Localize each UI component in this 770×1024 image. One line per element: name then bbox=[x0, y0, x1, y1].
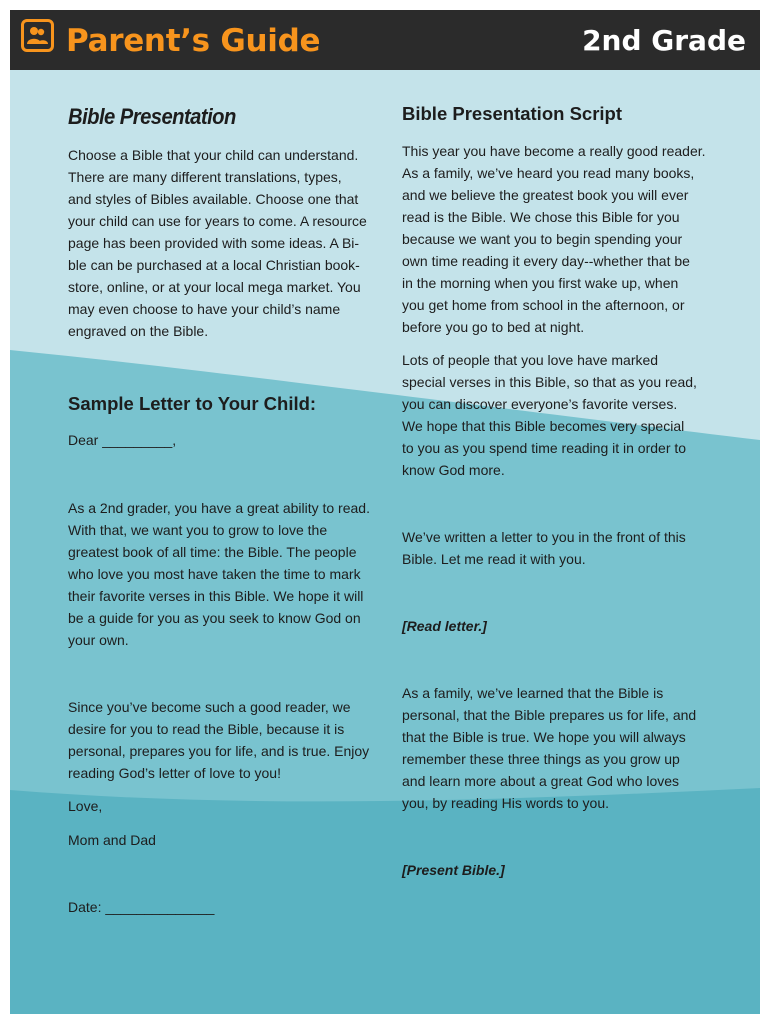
script-heading: Bible Presentation Script bbox=[402, 103, 622, 124]
parents-guide-logo-icon bbox=[21, 19, 54, 52]
cue-read-letter: [Read letter.] bbox=[402, 618, 487, 634]
letter-salutation: Dear _________, bbox=[68, 432, 177, 448]
letter-paragraph-1: As a 2nd grader, you have a great ability to read. With that, we want you to grow to love the greatest book of all time: the Bible. The people who love you most have taken the time to mark their favorite verses in this Bible. We hope it will be a guide for you as you seek to know God on your own. bbox=[68, 500, 370, 648]
letter-closing: Love, bbox=[68, 798, 103, 814]
intro-paragraph: Choose a Bible that your child can understand. There are many different translations, types, and styles of Bibles available. Choose one that your child can use for years to come. A resource page has been provided with some ideas. A Bi- ble can be purchased at a local Christian book- store, online, or at your local mega market. You may even choose to have your child’s name engraved on the Bible. bbox=[68, 147, 367, 339]
header-bar bbox=[10, 10, 760, 70]
script-paragraph-1: This year you have become a really good reader. As a family, we’ve heard you read many books, and we believe the greatest book you will ever read is the Bible. We chose this Bible for you because we want you to begin spending your own time reading it every day--whether that be in the morning when you first wake up, when you get home from school in the afternoon, or before you go to bed at night. bbox=[402, 143, 706, 335]
script-paragraph-3: We’ve written a letter to you in the front of this Bible. Let me read it with you. bbox=[402, 529, 686, 567]
header-grade: 2nd Grade bbox=[582, 24, 746, 57]
date-line: Date: ______________ bbox=[68, 899, 215, 915]
script-paragraph-2: Lots of people that you love have marked special verses in this Bible, so that as you read, you can discover everyone’s favorite verses. We hope that this Bible becomes very special to you as you spend time reading it in order to know God more. bbox=[402, 352, 697, 478]
sample-letter-heading: Sample Letter to Your Child: bbox=[68, 393, 317, 414]
section-title-bible-presentation: Bible Presentation bbox=[68, 104, 236, 129]
cue-present-bible: [Present Bible.] bbox=[402, 862, 505, 878]
page bbox=[10, 10, 760, 1014]
letter-paragraph-2: Since you’ve become such a good reader, we desire for you to read the Bible, because it is personal, prepares you for life, and is true. Enjoy reading God’s letter of love to you! bbox=[68, 699, 370, 781]
letter-signature: Mom and Dad bbox=[68, 832, 156, 848]
header-title: Parent’s Guide bbox=[66, 23, 321, 59]
script-paragraph-4: As a family, we’ve learned that the Bible is personal, that the Bible prepares us for life, and that the Bible is true. We hope you will always remember these three things as you grow up and learn more about a great God who loves you, by reading His words to you. bbox=[402, 685, 697, 811]
